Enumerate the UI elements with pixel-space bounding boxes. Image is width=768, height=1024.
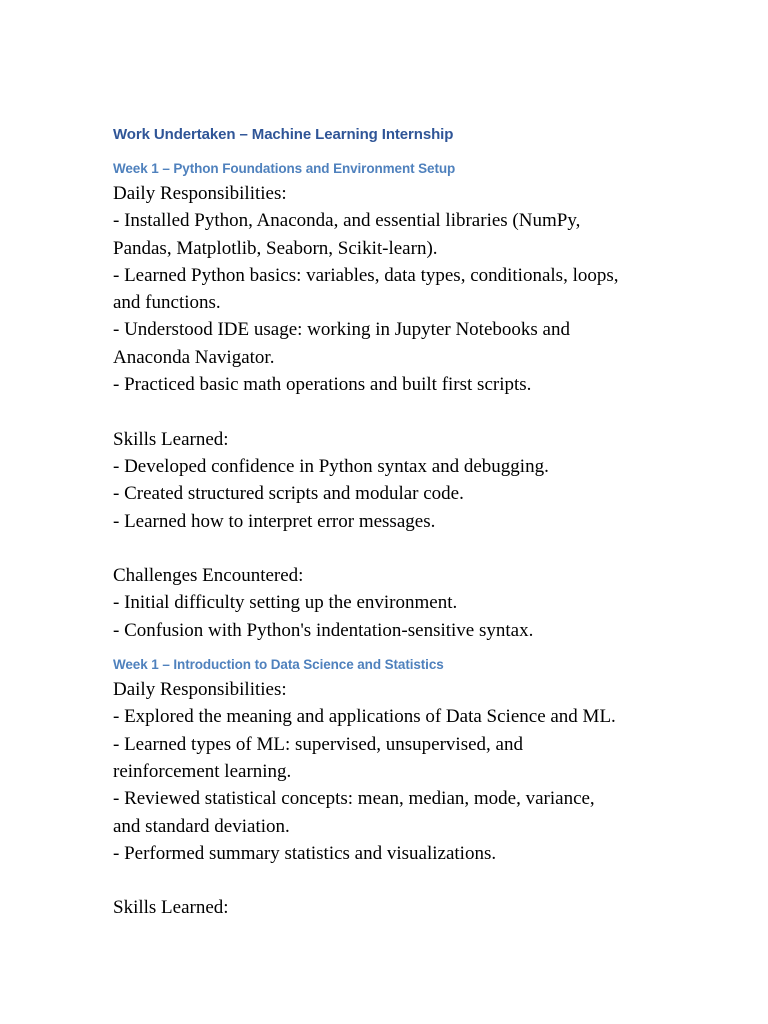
section-week1-data-science: [113, 654, 673, 922]
document-page: [113, 122, 673, 922]
body-line: - Reviewed statistical concepts: mean, median, mode, variance,: [113, 788, 595, 810]
body-line: - Confusion with Python's indentation-sensitive syntax.: [113, 619, 534, 641]
blank-line: [113, 867, 673, 894]
section-heading: Week 1 – Python Foundations and Environment Setup: [113, 161, 456, 176]
body-line: and functions.: [113, 292, 221, 314]
body-line: - Initial difficulty setting up the environment.: [113, 592, 458, 614]
body-line: - Practiced basic math operations and built first scripts.: [113, 374, 532, 396]
body-line: Challenges Encountered:: [113, 565, 304, 587]
body-line: - Created structured scripts and modular code.: [113, 483, 464, 505]
body-line: Daily Responsibilities:: [113, 183, 287, 204]
body-line: - Learned types of ML: supervised, unsupervised, and: [113, 733, 523, 755]
blank-line: [113, 535, 673, 562]
body-line: - Developed confidence in Python syntax and debugging.: [113, 455, 549, 477]
body-line: - Explored the meaning and applications of Data Science and ML.: [113, 706, 616, 728]
document-title: Work Undertaken – Machine Learning Internship: [113, 126, 454, 143]
section-heading: Week 1 – Introduction to Data Science and Statistics: [113, 657, 444, 673]
body-line: - Learned Python basics: variables, data types, conditionals, loops,: [113, 264, 619, 286]
body-line: Daily Responsibilities:: [113, 679, 287, 701]
section-body: [113, 676, 673, 922]
body-line: - Performed summary statistics and visualizations.: [113, 842, 497, 864]
body-line: - Learned how to interpret error messages.: [113, 510, 436, 532]
section-week1-python: [113, 158, 673, 644]
section-body: [113, 180, 673, 644]
body-line: Skills Learned:: [113, 897, 229, 919]
body-line: reinforcement learning.: [113, 760, 292, 782]
body-line: Pandas, Matplotlib, Seaborn, Scikit-learn).: [113, 237, 438, 259]
body-line: - Installed Python, Anaconda, and essential libraries (NumPy,: [113, 210, 581, 232]
body-line: - Understood IDE usage: working in Jupyter Notebooks and: [113, 319, 570, 341]
body-line: Skills Learned:: [113, 428, 229, 450]
blank-line: [113, 398, 673, 425]
body-line: Anaconda Navigator.: [113, 346, 275, 368]
body-line: and standard deviation.: [113, 815, 290, 837]
